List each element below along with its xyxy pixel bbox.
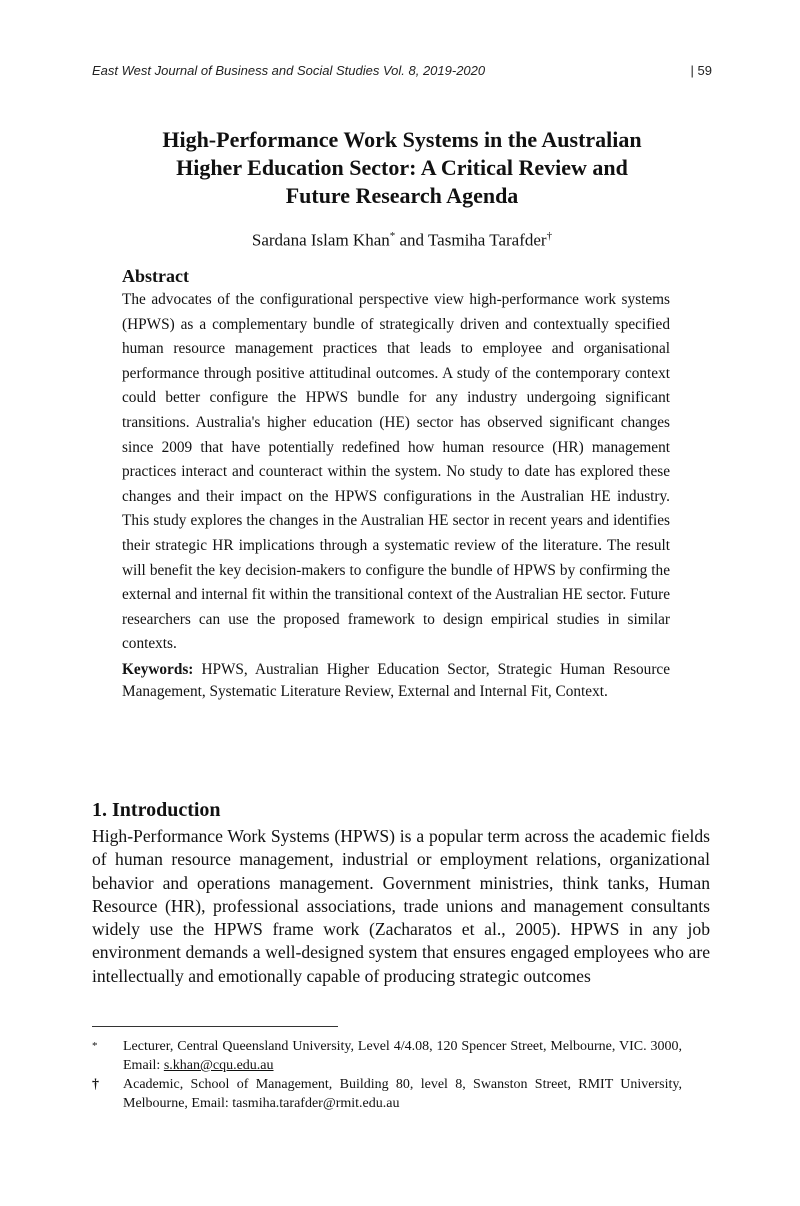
footnote-1-mark: * [92,1040,98,1052]
title-line: Higher Education Sector: A Critical Review and [176,155,628,180]
footnote-1-text [123,1037,682,1075]
keywords-label: Keywords: [122,660,194,678]
title-line: High-Performance Work Systems in the Australian [162,127,642,152]
author-name-1: Sardana Islam Khan [251,230,390,250]
keywords-paragraph [122,659,670,704]
footnote-2 [92,1075,682,1113]
abstract-heading: Abstract [122,266,189,286]
footnote-1 [92,1037,682,1075]
journal-title: East West Journal of Business and Social Studies Vol. 8, 2019-2020 [92,63,486,78]
running-header [92,63,712,83]
footnote-mark-1: * [389,230,396,242]
footnote-divider [92,1026,338,1027]
author-conjunction: and [395,230,428,250]
paper-title [92,126,712,210]
footnote-2-text: Academic, School of Management, Building 80, level 8, Swanston Street, RMIT University, Melbourne, Email: tasmiha.tarafder@rmit.edu.au [123,1077,682,1111]
footnote-mark-2: † [546,230,553,242]
footnote-1-body: Lecturer, Central Queensland University, Level 4/4.08, 120 Spencer Street, Melbourne, VIC. 3000, Email: [123,1039,682,1073]
abstract-text: The advocates of the configurational perspective view high-performance work systems (HPWS) as a complementary bundle of strategically driven and contextually specified human resource management practices that leads to employee and organisational performance through positive attitudinal outcomes. A study of the contemporary context could better configure the HPWS bundle for any industry undergoing significant transitions. Australia's higher education (HE) sector has observed significant changes since 2009 that have potentially redefined how human resource (HR) management practices interact and counteract within the system. No study to date has explored these changes and their impact on the HPWS configurations in the Australian HE industry. This study explores the changes in the Australian HE sector in recent years and identifies their strategic HR implications through a systematic review of the literature. The result will benefit the key decision-makers to configure the bundle of HPWS by confirming the external and internal fit within the transitional context of the Australian HE sector. Future researchers can use the proposed framework to design empirical studies in similar contexts. [122,291,670,653]
introduction-text: High-Performance Work Systems (HPWS) is a popular term across the academic fields of human resource management, industrial or employment relations, organizational behavior and operations management. Government ministries, think tanks, Human Resource (HR), professional associations, trade unions and management consultants widely use the HPWS frame work (Zacharatos et al., 2005). HPWS in any job environment demands a well-designed system that ensures engaged employees who are intellectually and emotionally capable of producing strategic outcomes [92,826,710,986]
title-line: Future Research Agenda [285,183,519,208]
section-heading-introduction: 1. Introduction [92,799,221,821]
abstract-section [122,264,670,704]
author-name-2: Tasmiha Tarafder [427,230,547,250]
author-line [92,230,712,251]
page-number: | 59 [690,63,712,78]
footnote-2-mark: † [92,1077,99,1092]
keywords-list: HPWS, Australian Higher Education Sector, Strategic Human Resource Management, Systematic Literature Review, External and Internal Fit, Context. [122,660,670,701]
footnote-1-email-link[interactable]: s.khan@cqu.edu.au [163,1058,274,1073]
